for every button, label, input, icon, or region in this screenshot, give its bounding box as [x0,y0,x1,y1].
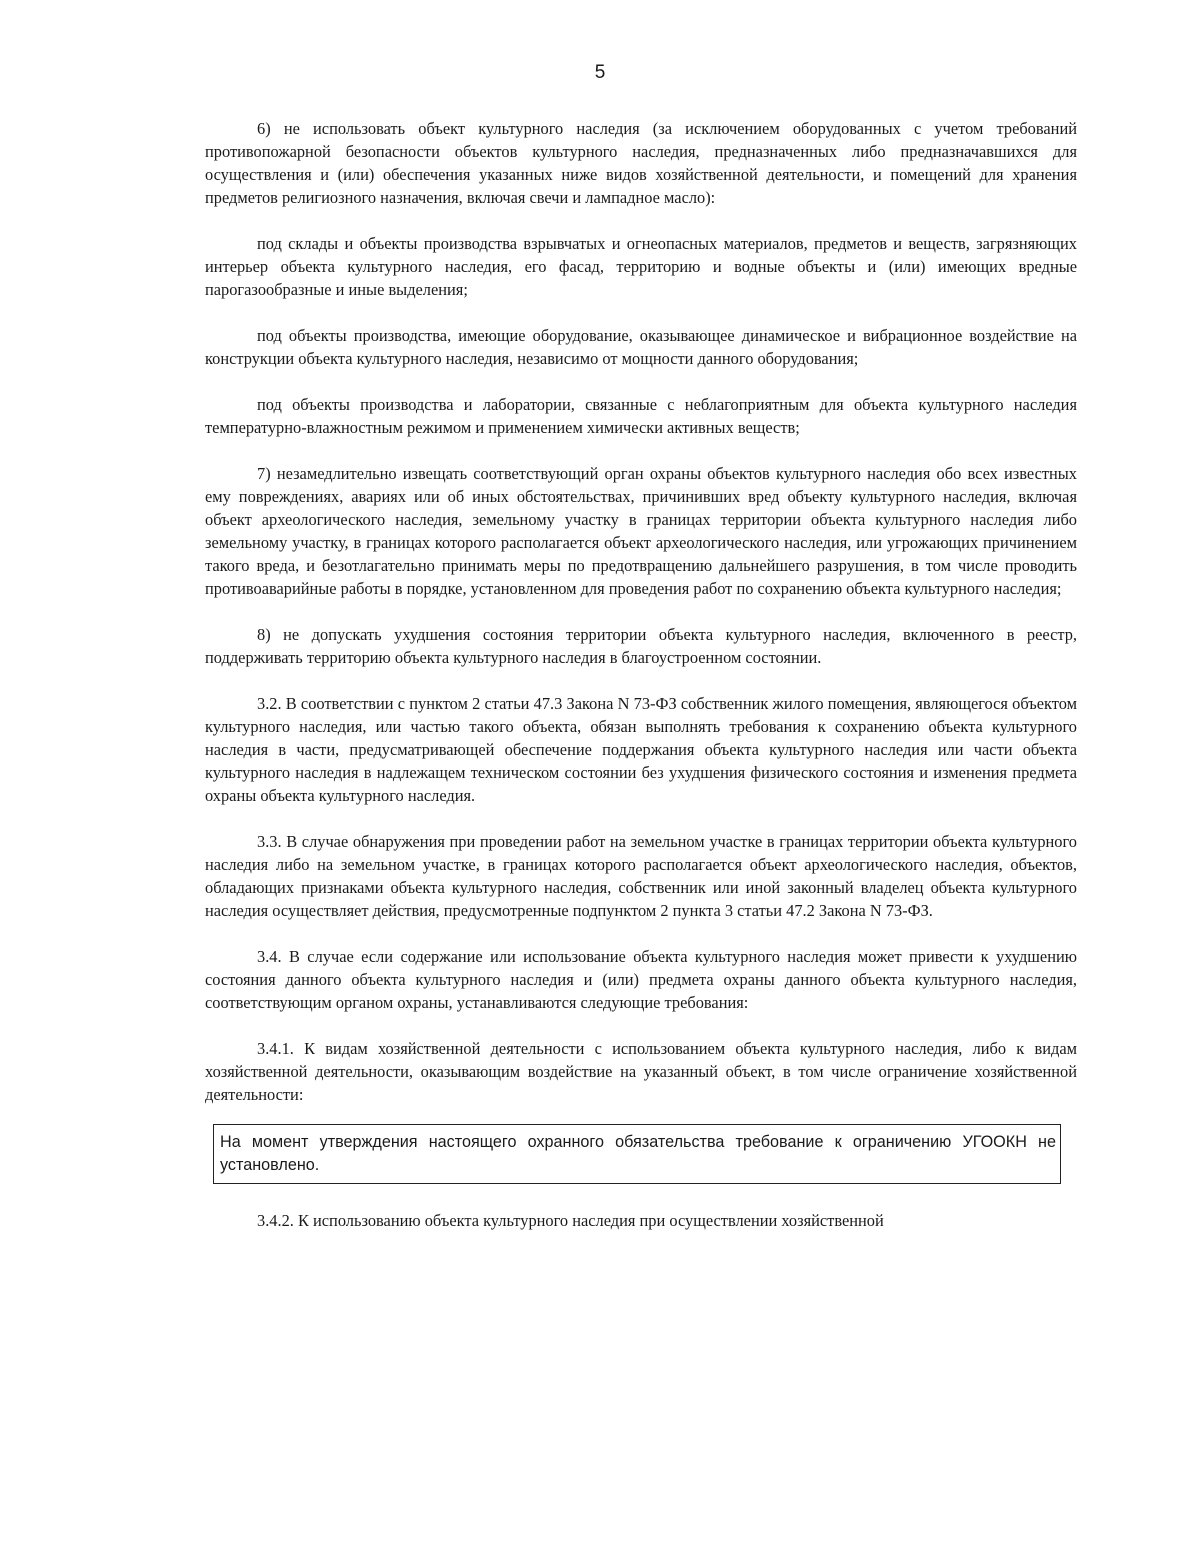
paragraph-3-4-2: 3.4.2. К использованию объекта культурного наследия при осуществлении хозяйственной [257,1211,884,1230]
paragraph-warehouses: под склады и объекты производства взрывчатых и огнеопасных материалов, предметов и веществ, загрязняющих интерьер объекта культурного наследия, его фасад, территорию и водные объекты и (или) имеющих вредные парогазообразные и иные выделения; [205,234,1077,299]
paragraph-3-4: 3.4. В случае если содержание или использование объекта культурного наследия может привести к ухудшению состояния данного объекта культурного наследия и (или) предмета охраны данного объекта культурного наследия, соответствующим органом охраны, устанавливаются следующие требования: [205,947,1077,1012]
boxed-note [213,1124,1061,1184]
paragraph-production-vibration: под объекты производства, имеющие оборудование, оказывающее динамическое и вибрационное воздействие на конструкции объекта культурного наследия, независимо от мощности данного оборудования; [205,326,1077,368]
paragraph-3-3: 3.3. В случае обнаружения при проведении работ на земельном участке в границах территории объекта культурного наследия либо на земельном участке, в границах которого располагается объект археологического наследия, объектов, обладающих признаками объекта культурного наследия, собственник или иной законный владелец объекта культурного наследия осуществляет действия, предусмотренные подпунктом 2 пункта 3 статьи 47.2 Закона N 73-ФЗ. [205,832,1077,920]
paragraph-3-4-1: 3.4.1. К видам хозяйственной деятельности с использованием объекта культурного наследия, либо к видам хозяйственной деятельности, оказывающим воздействие на указанный объект, в том числе ограничение хозяйственной деятельности: [205,1039,1077,1104]
paragraph-item-8: 8) не допускать ухудшения состояния территории объекта культурного наследия, включенного в реестр, поддерживать территорию объекта культурного наследия в благоустроенном состоянии. [205,625,1077,667]
paragraph-3-2: 3.2. В соответствии с пунктом 2 статьи 47.3 Закона N 73-ФЗ собственник жилого помещения, являющегося объектом культурного наследия, или частью такого объекта, обязан выполнять требования к сохранению объекта культурного наследия в части, предусматривающей обеспечение поддержания объекта культурного наследия или части объекта культурного наследия в надлежащем техническом состоянии без ухудшения физического состояния и изменения предмета охраны объекта культурного наследия. [205,694,1077,805]
paragraph-laboratories: под объекты производства и лаборатории, связанные с неблагоприятным для объекта культурного наследия температурно-влажностным режимом и применением химически активных веществ; [205,395,1077,437]
paragraph-item-6: 6) не использовать объект культурного наследия (за исключением оборудованных с учетом требований противопожарной безопасности объектов культурного наследия, предназначенных либо предназначавшихся для осуществления и (или) обеспечения указанных ниже видов хозяйственной деятельности, и помещений для хранения предметов религиозного назначения, включая свечи и лампадное масло): [205,119,1077,207]
paragraph-item-7: 7) незамедлительно извещать соответствующий орган охраны объектов культурного наследия обо всех известных ему повреждениях, авариях или об иных обстоятельствах, причинивших вред объекту культурного наследия, включая объект археологического наследия, земельному участку в границах территории объекта культурного наследия либо земельному участку, в границах которого располагается объект археологического наследия, или угрожающих причинением такого вреда, и безотлагательно принимать меры по предотвращению дальнейшего разрушения, в том числе проводить противоаварийные работы в порядке, установленном для проведения работ по сохранению объекта культурного наследия; [205,464,1077,598]
boxed-note-text: На момент утверждения настоящего охранного обязательства требование к ограничению УГООКН не установлено. [220,1133,1056,1174]
page-number: 5 [594,62,606,83]
document-body [205,117,1077,1255]
